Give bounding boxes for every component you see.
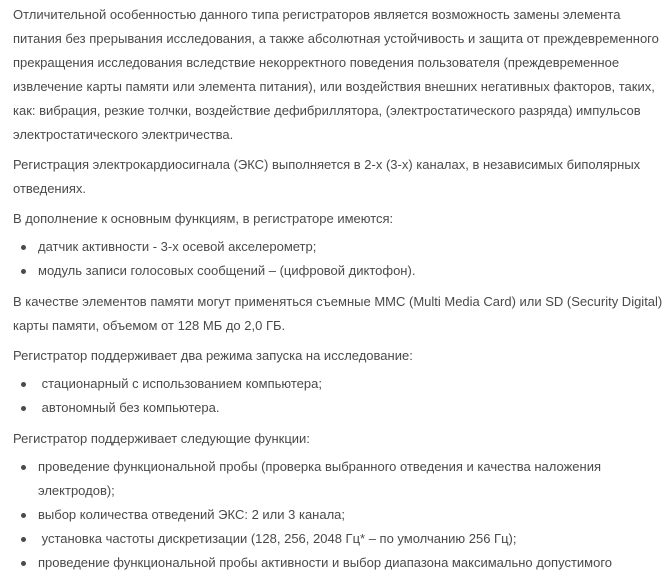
bullet-icon [21, 269, 26, 274]
bullet-icon [21, 513, 26, 518]
list-item [38, 527, 663, 551]
bullet-icon [21, 245, 26, 250]
list-item [38, 503, 663, 527]
list-item [38, 396, 663, 420]
bullet-icon [21, 561, 26, 566]
list-item-text: выбор количества отведений ЭКС: 2 или 3 канала; [38, 507, 346, 522]
paragraph-extras-intro: В дополнение к основным функциям, в регистраторе имеются: [13, 211, 394, 226]
list-item-text: модуль записи голосовых сообщений – (цифровой диктофон). [38, 263, 416, 278]
list-item-text: стационарный с использованием компьютера; [38, 376, 322, 391]
paragraph-functions-intro: Регистратор поддерживает следующие функции: [13, 431, 310, 446]
paragraph-features: Отличительной особенностью данного типа регистраторов является возможность замены элемента питания без прерывания исследования, а также абсолютная устойчивость и защита от преждевременного прекращения исследования вследствие некорректного поведения пользователя (преждевременное извлечение карты памяти или элемента питания), или воздействия внешних негативных факторов, таких, как: вибрация, резкие толчки, воздействие дефибриллятора, (электростатического разряда) импульсов электростатического электричества. [13, 7, 659, 142]
list-item-text: датчик активности - 3-х осевой акселерометр; [38, 239, 317, 254]
bullet-icon [21, 537, 26, 542]
paragraph-modes-intro: Регистратор поддерживает два режима запуска на исследование: [13, 348, 413, 363]
bullet-icon [21, 406, 26, 411]
list-extras [13, 235, 663, 283]
bullet-icon [21, 465, 26, 470]
list-item [38, 235, 663, 259]
list-item-text: установка частоты дискретизации (128, 256, 2048 Гц* – по умолчанию 256 Гц); [38, 531, 517, 546]
list-item-text: проведение функциональной пробы активности и выбор диапазона максимально допустимого [38, 555, 613, 570]
paragraph-ecg-registration: Регистрация электрокардиосигнала (ЭКС) выполняется в 2-х (3-х) каналах, в независимых биполярных отведениях. [13, 157, 641, 196]
article-content [13, 3, 663, 582]
list-functions [13, 455, 663, 575]
list-item-text: проведение функциональной пробы (проверка выбранного отведения и качества наложения электродов); [38, 459, 602, 498]
list-item-text: автономный без компьютера. [38, 400, 220, 415]
list-item [38, 551, 663, 575]
list-item [38, 455, 663, 503]
list-item [38, 372, 663, 396]
list-item [38, 259, 663, 283]
list-modes [13, 372, 663, 420]
bullet-icon [21, 382, 26, 387]
paragraph-memory: В качестве элементов памяти могут применяться съемные MMC (Multi Media Card) или SD (Security Digital) карты памяти, объемом от 128 МБ до 2,0 ГБ. [13, 294, 663, 333]
